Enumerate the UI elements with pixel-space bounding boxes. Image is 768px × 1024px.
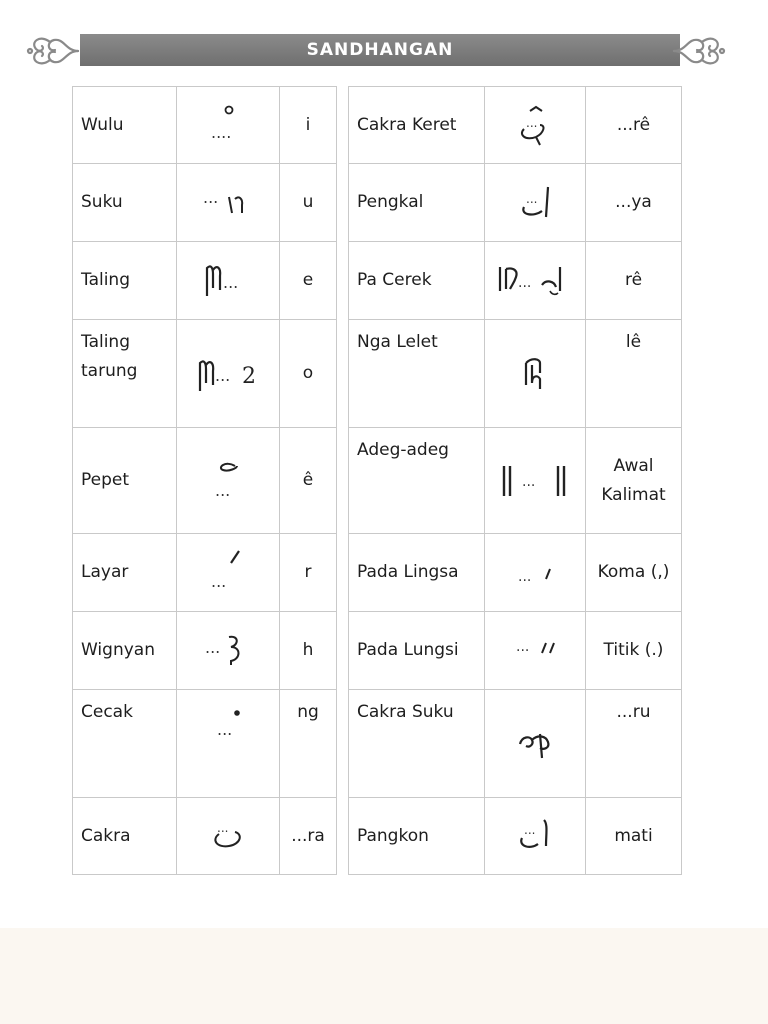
row-name: Cakra Suku [349, 690, 485, 798]
pangkon-glyph-icon [485, 798, 586, 875]
table-row [349, 320, 682, 428]
row-latin: u [280, 164, 337, 242]
taling-tarung-glyph-icon [177, 320, 280, 428]
row-latin: ...rê [586, 87, 682, 164]
glyph-dots: ... [518, 568, 532, 585]
table-row [73, 242, 337, 320]
glyph-dots: ... [215, 480, 231, 500]
pada-lingsa-glyph-icon [485, 534, 586, 612]
table-row [73, 164, 337, 242]
table-row [349, 612, 682, 690]
row-name: Cakra Keret [349, 87, 485, 164]
row-name: Cecak [73, 690, 177, 798]
glyph-dots: ... [526, 191, 538, 206]
layar-glyph-icon [177, 534, 280, 612]
pepet-glyph-icon [177, 428, 280, 534]
glyph-dots: ... [524, 823, 536, 837]
glyph-dots: ... [223, 272, 239, 292]
glyph-dots: ... [516, 638, 530, 655]
row-name: Wignyan [73, 612, 177, 690]
table-row [349, 87, 682, 164]
cakra-keret-glyph-icon [485, 87, 586, 164]
sandhangan-table-right [348, 86, 682, 875]
pengkal-glyph-icon [485, 164, 586, 242]
row-latin: ng [280, 690, 337, 798]
table-row [73, 320, 337, 428]
glyph-dots: ... [526, 116, 538, 130]
row-name: Pengkal [349, 164, 485, 242]
table-row [349, 690, 682, 798]
row-latin: Awal Kalimat [586, 428, 682, 534]
glyph-dots: ... [217, 821, 229, 835]
wulu-glyph-icon [177, 87, 280, 164]
table-row [73, 428, 337, 534]
suku-glyph-icon [177, 164, 280, 242]
glyph-dots: .... [211, 123, 232, 142]
ornament-right-icon [672, 30, 726, 72]
table-row [73, 87, 337, 164]
row-latin: Titik (.) [586, 612, 682, 690]
row-latin: ...ru [586, 690, 682, 798]
row-latin: h [280, 612, 337, 690]
row-name: Pangkon [349, 798, 485, 875]
row-name: Taling [73, 242, 177, 320]
table-row [349, 242, 682, 320]
taling-glyph-icon [177, 242, 280, 320]
table-row [73, 690, 337, 798]
glyph-dots: ... [522, 473, 536, 490]
wignyan-glyph-icon [177, 612, 280, 690]
table-row [73, 534, 337, 612]
row-latin: ê [280, 428, 337, 534]
row-name: Nga Lelet [349, 320, 485, 428]
nga-lelet-glyph-icon [485, 320, 586, 428]
row-name: Pa Cerek [349, 242, 485, 320]
row-name: Pada Lingsa [349, 534, 485, 612]
row-name: Pepet [73, 428, 177, 534]
glyph-dots: ... [205, 637, 221, 657]
row-latin: mati [586, 798, 682, 875]
glyph-two: 2 [242, 363, 256, 389]
row-name: Layar [73, 534, 177, 612]
row-name: Suku [73, 164, 177, 242]
glyph-dots: ... [211, 571, 227, 591]
row-latin: ...ra [280, 798, 337, 875]
row-latin: rê [586, 242, 682, 320]
table-row [349, 164, 682, 242]
footer-band [0, 928, 768, 1024]
ornament-left-icon [26, 30, 80, 72]
row-latin: lê [586, 320, 682, 428]
table-row [349, 428, 682, 534]
row-name: Adeg-adeg [349, 428, 485, 534]
row-latin: r [280, 534, 337, 612]
row-name: Taling tarung [73, 320, 177, 428]
glyph-dots: ... [203, 187, 219, 207]
table-row [73, 798, 337, 875]
table-row [349, 798, 682, 875]
table-row [73, 612, 337, 690]
pa-cerek-glyph-icon [485, 242, 586, 320]
pada-lungsi-glyph-icon [485, 612, 586, 690]
row-name: Pada Lungsi [349, 612, 485, 690]
glyph-dots: ... [217, 719, 233, 739]
adeg-adeg-glyph-icon [485, 428, 586, 534]
row-latin: i [280, 87, 337, 164]
header-banner [80, 34, 680, 66]
row-name: Cakra [73, 798, 177, 875]
cecak-glyph-icon [177, 690, 280, 798]
cakra-suku-glyph-icon [485, 690, 586, 798]
glyph-dots: ... [215, 365, 231, 385]
glyph-dots: ... [518, 274, 532, 291]
row-latin: e [280, 242, 337, 320]
row-name: Wulu [73, 87, 177, 164]
cakra-glyph-icon [177, 798, 280, 875]
row-latin: Koma (,) [586, 534, 682, 612]
sandhangan-table-left [72, 86, 337, 875]
page-title: SANDHANGAN [306, 40, 454, 60]
row-latin: ...ya [586, 164, 682, 242]
table-row [349, 534, 682, 612]
row-latin: o [280, 320, 337, 428]
